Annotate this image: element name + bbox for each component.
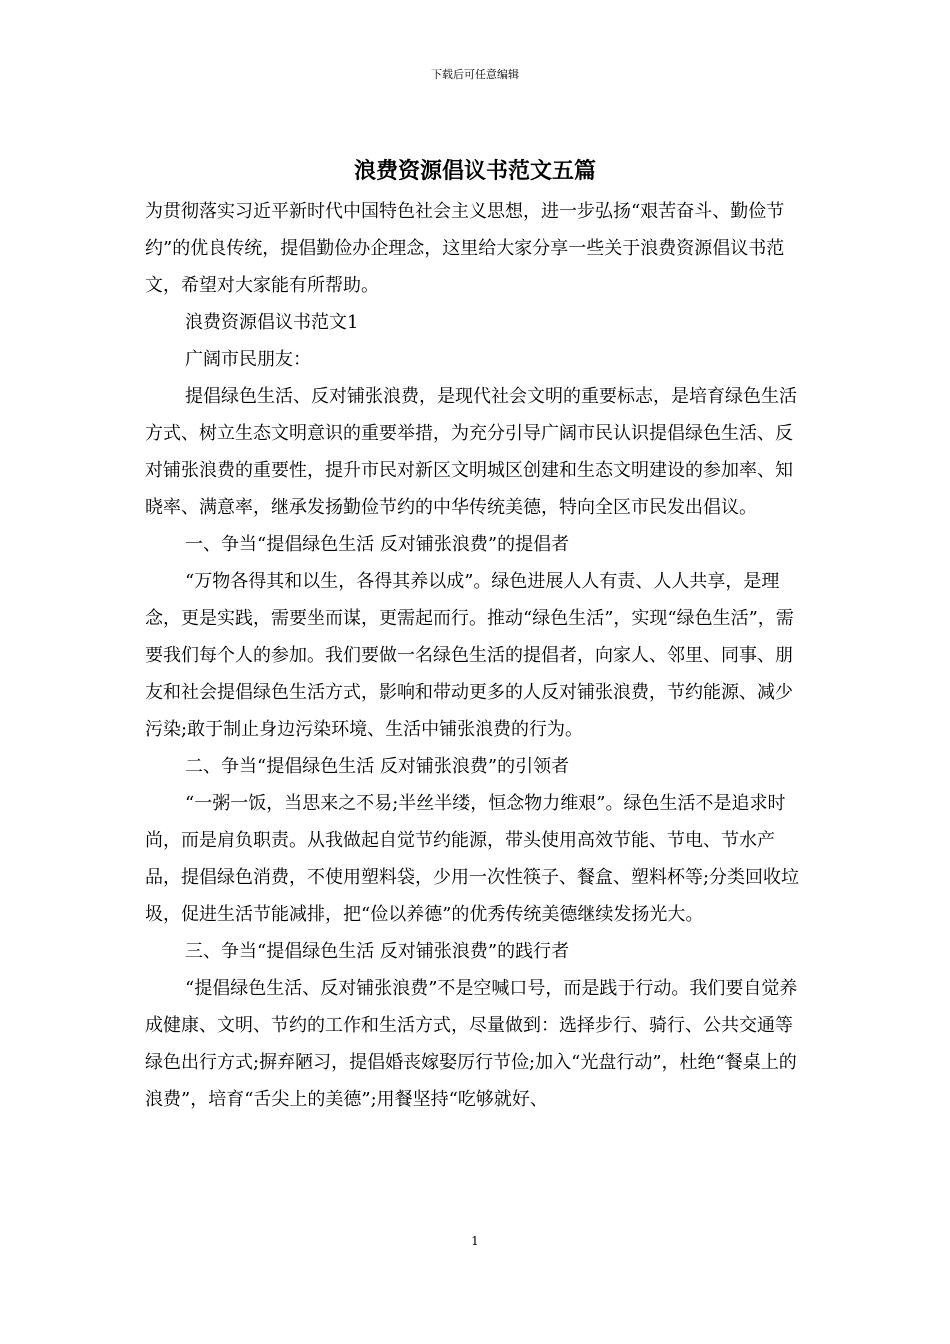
- body-paragraph: 提倡绿色生活、反对铺张浪费，是现代社会文明的重要标志，是培育绿色生活方式、树立生态文明意识的重要举措，为充分引导广阔市民认识提倡绿色生活、反对铺张浪费的重要性，提升市民对新区文明城区创建和生态文明建设的参加率、知晓率、满意率，继承发扬勤俭节约的中华传统美德，特向全区市民发出倡议。: [145, 386, 797, 518]
- subheading-3: 三、争当“提倡绿色生活 反对铺张浪费”的践行者: [185, 941, 570, 962]
- body-paragraph: “一粥一饭，当思来之不易;半丝半缕，恒念物力维艰”。绿色生活不是追求时尚，而是肩负职责。从我做起自觉节约能源，带头使用高效节能、节电、节水产品，提倡绿色消费，不使用塑料袋，少用一次性筷子、餐盒、塑料杯等;分类回收垃圾，促进生活节能减排，把“俭以养德”的优秀传统美德继续发扬光大。: [145, 793, 800, 925]
- body-paragraph: “万物各得其和以生，各得其养以成”。绿色进展人人有责、人人共享，是理念，更是实践，需要坐而谋，更需起而行。推动“绿色生活”，实现“绿色生活”，需要我们每个人的参加。我们要做一名绿色生活的提倡者，向家人、邻里、同事、朋友和社会提倡绿色生活方式，影响和带动更多的人反对铺张浪费，节约能源、减少污染;敢于制止身边污染环境、生活中铺张浪费的行为。: [145, 571, 794, 740]
- document-body: [145, 193, 810, 1118]
- salutation: 广阔市民朋友：: [185, 349, 311, 370]
- section-heading: 浪费资源倡议书范文1: [185, 312, 359, 333]
- intro-paragraph: 为贯彻落实习近平新时代中国特色社会主义思想，进一步弘扬“艰苦奋斗、勤俭节约”的优良传统，提倡勤俭办企理念，这里给大家分享一些关于浪费资源倡议书范文，希望对大家能有所帮助。: [145, 201, 785, 296]
- document-title: 浪费资源倡议书范文五篇: [353, 158, 596, 184]
- page-number: 1: [471, 1234, 479, 1248]
- body-paragraph: “提倡绿色生活、反对铺张浪费”不是空喊口号，而是践于行动。我们要自觉养成健康、文明、节约的工作和生活方式，尽量做到：选择步行、骑行、公共交通等绿色出行方式;摒弃陋习，提倡婚丧嫁娶厉行节俭;加入“光盘行动”，杜绝“餐桌上的浪费”，培育“舌尖上的美德”;用餐坚持“吃够就好、: [145, 978, 798, 1110]
- header-note: 下载后可任意编辑: [431, 68, 519, 81]
- subheading-1: 一、争当“提倡绿色生活 反对铺张浪费”的提倡者: [185, 534, 570, 555]
- subheading-2: 二、争当“提倡绿色生活 反对铺张浪费”的引领者: [185, 756, 570, 777]
